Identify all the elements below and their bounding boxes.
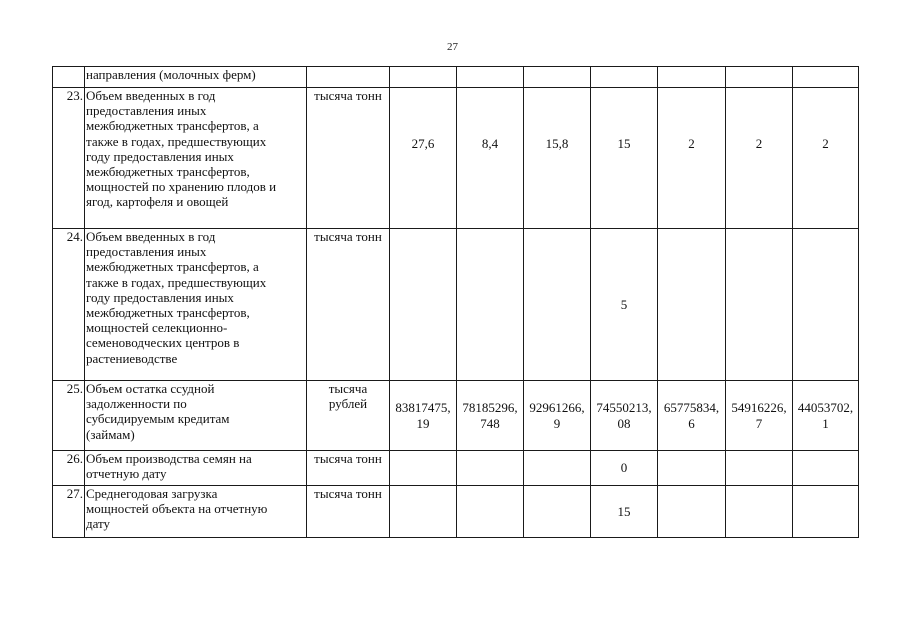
value-cell <box>726 381 793 451</box>
value-cell <box>793 451 859 486</box>
text-line: тысяча тонн <box>314 229 382 244</box>
text-line: 27,6 <box>411 136 435 151</box>
text-line: 8,4 <box>481 136 499 151</box>
text-line: также в годах, предшествующих <box>86 133 267 149</box>
value-cell <box>726 88 793 229</box>
value-cell <box>726 486 793 538</box>
value-cell <box>591 486 658 538</box>
value-cell <box>524 67 591 88</box>
text-line: Объем производства семян на <box>86 451 252 466</box>
value-cell <box>390 229 457 381</box>
text-line: растениеводстве <box>86 350 178 366</box>
value-cell <box>524 229 591 381</box>
text-line: тысяча тонн <box>314 451 382 466</box>
text-line: отчетную дату <box>86 466 167 482</box>
text-line: 2 <box>688 136 695 151</box>
text-line: мощностей по хранению плодов и <box>86 179 277 195</box>
text-line: 15 <box>617 503 631 519</box>
page-number: 27 <box>447 41 458 53</box>
value-cell <box>390 88 457 229</box>
value-cell <box>793 381 859 451</box>
value-cell <box>524 451 591 486</box>
text-line: 15 <box>617 136 631 151</box>
value-cell <box>457 381 524 451</box>
value-cell <box>591 451 658 486</box>
value-cell <box>591 381 658 451</box>
value-cell <box>524 381 591 451</box>
row-number-cell: 24. <box>53 229 85 381</box>
text-line: межбюджетных трансфертов, <box>86 305 250 321</box>
value-cell <box>591 88 658 229</box>
value-cell <box>457 229 524 381</box>
text-line: тысяча тонн <box>314 88 382 103</box>
text-line: 74550213, <box>596 400 652 416</box>
text-line: Объем введенных в год <box>86 88 216 103</box>
text-line: 7 <box>755 415 763 431</box>
table-row <box>53 486 859 538</box>
text-line: 1 <box>822 415 829 431</box>
table-row <box>53 381 859 451</box>
value-cell <box>390 451 457 486</box>
indicator-name-cell <box>85 486 307 538</box>
text-line: 54916226, <box>731 400 787 416</box>
value-cell <box>726 67 793 88</box>
text-line: тысяча <box>328 381 368 396</box>
text-line: рублей <box>328 396 368 412</box>
text-line: 15,8 <box>545 136 569 151</box>
value-cell <box>793 67 859 88</box>
indicator-name-cell <box>85 229 307 381</box>
unit-cell <box>307 381 390 451</box>
value-cell <box>390 486 457 538</box>
text-line: тысяча тонн <box>314 486 382 501</box>
text-line: году предоставления иных <box>86 148 234 164</box>
text-line: межбюджетных трансфертов, а <box>86 118 259 134</box>
text-line: межбюджетных трансфертов, <box>86 164 250 180</box>
text-line: предоставления иных <box>86 103 207 119</box>
table-row <box>53 451 859 486</box>
row-number-cell: 23. <box>53 88 85 229</box>
row-number-cell: 27. <box>53 486 85 538</box>
text-line: 19 <box>416 415 430 431</box>
indicators-table <box>52 66 859 538</box>
table-row <box>53 88 859 229</box>
text-line: субсидируемым кредитам <box>86 411 230 427</box>
table-row-continuation <box>53 67 859 88</box>
value-cell <box>726 451 793 486</box>
value-cell <box>524 486 591 538</box>
value-cell <box>658 451 726 486</box>
unit-cell <box>307 451 390 486</box>
text-line: 6 <box>688 415 695 431</box>
value-cell <box>793 486 859 538</box>
text-line: 92961266, <box>529 400 585 416</box>
row-number-cell <box>53 67 85 88</box>
indicator-name-cell <box>85 381 307 451</box>
text-line: дату <box>86 516 111 532</box>
row-number-cell: 25. <box>53 381 85 451</box>
value-cell <box>658 67 726 88</box>
value-cell <box>658 381 726 451</box>
text-line: 0 <box>620 460 628 476</box>
text-line: 5 <box>620 296 628 312</box>
text-line: году предоставления иных <box>86 289 234 305</box>
text-line: (займам) <box>86 426 135 442</box>
text-line: мощностей объекта на отчетную <box>86 501 268 517</box>
text-line: мощностей селекционно- <box>86 320 228 336</box>
value-cell <box>658 229 726 381</box>
text-line: 08 <box>617 415 631 431</box>
text-line: семеноводческих центров в <box>86 335 240 351</box>
text-line: ягод, картофеля и овощей <box>86 194 229 210</box>
text-line: 2 <box>755 136 763 151</box>
value-cell <box>457 67 524 88</box>
value-cell <box>390 381 457 451</box>
value-cell <box>658 88 726 229</box>
value-cell <box>457 88 524 229</box>
value-cell <box>457 451 524 486</box>
unit-cell <box>307 486 390 538</box>
value-cell <box>591 229 658 381</box>
indicator-name-cell <box>85 451 307 486</box>
row-number-cell: 26. <box>53 451 85 486</box>
unit-cell <box>307 88 390 229</box>
value-cell <box>658 486 726 538</box>
value-cell <box>726 229 793 381</box>
text-line: 748 <box>480 415 500 431</box>
unit-cell <box>307 67 390 88</box>
text-line: межбюджетных трансфертов, а <box>86 259 259 275</box>
text-line: предоставления иных <box>86 244 207 260</box>
value-cell <box>793 229 859 381</box>
value-cell <box>457 486 524 538</box>
text-line: 78185296, <box>462 400 518 416</box>
value-cell <box>524 88 591 229</box>
text-line: 65775834, <box>663 400 720 416</box>
text-line: задолженности по <box>86 396 187 412</box>
text-line: 2 <box>822 136 829 151</box>
table-row <box>53 229 859 381</box>
text-line: 83817475, <box>395 400 451 416</box>
text-line: 44053702, <box>797 400 854 416</box>
unit-cell <box>307 229 390 381</box>
indicator-name-cell <box>85 88 307 229</box>
text-line: также в годах, предшествующих <box>86 274 267 290</box>
text-line: Среднегодовая загрузка <box>86 486 218 501</box>
text-line: Объем остатка ссудной <box>86 381 215 396</box>
text-line: Объем введенных в год <box>86 229 216 244</box>
value-cell <box>591 67 658 88</box>
value-cell <box>390 67 457 88</box>
value-cell <box>793 88 859 229</box>
text-line: 9 <box>553 415 561 431</box>
indicator-name-cell: направления (молочных ферм) <box>85 67 307 88</box>
